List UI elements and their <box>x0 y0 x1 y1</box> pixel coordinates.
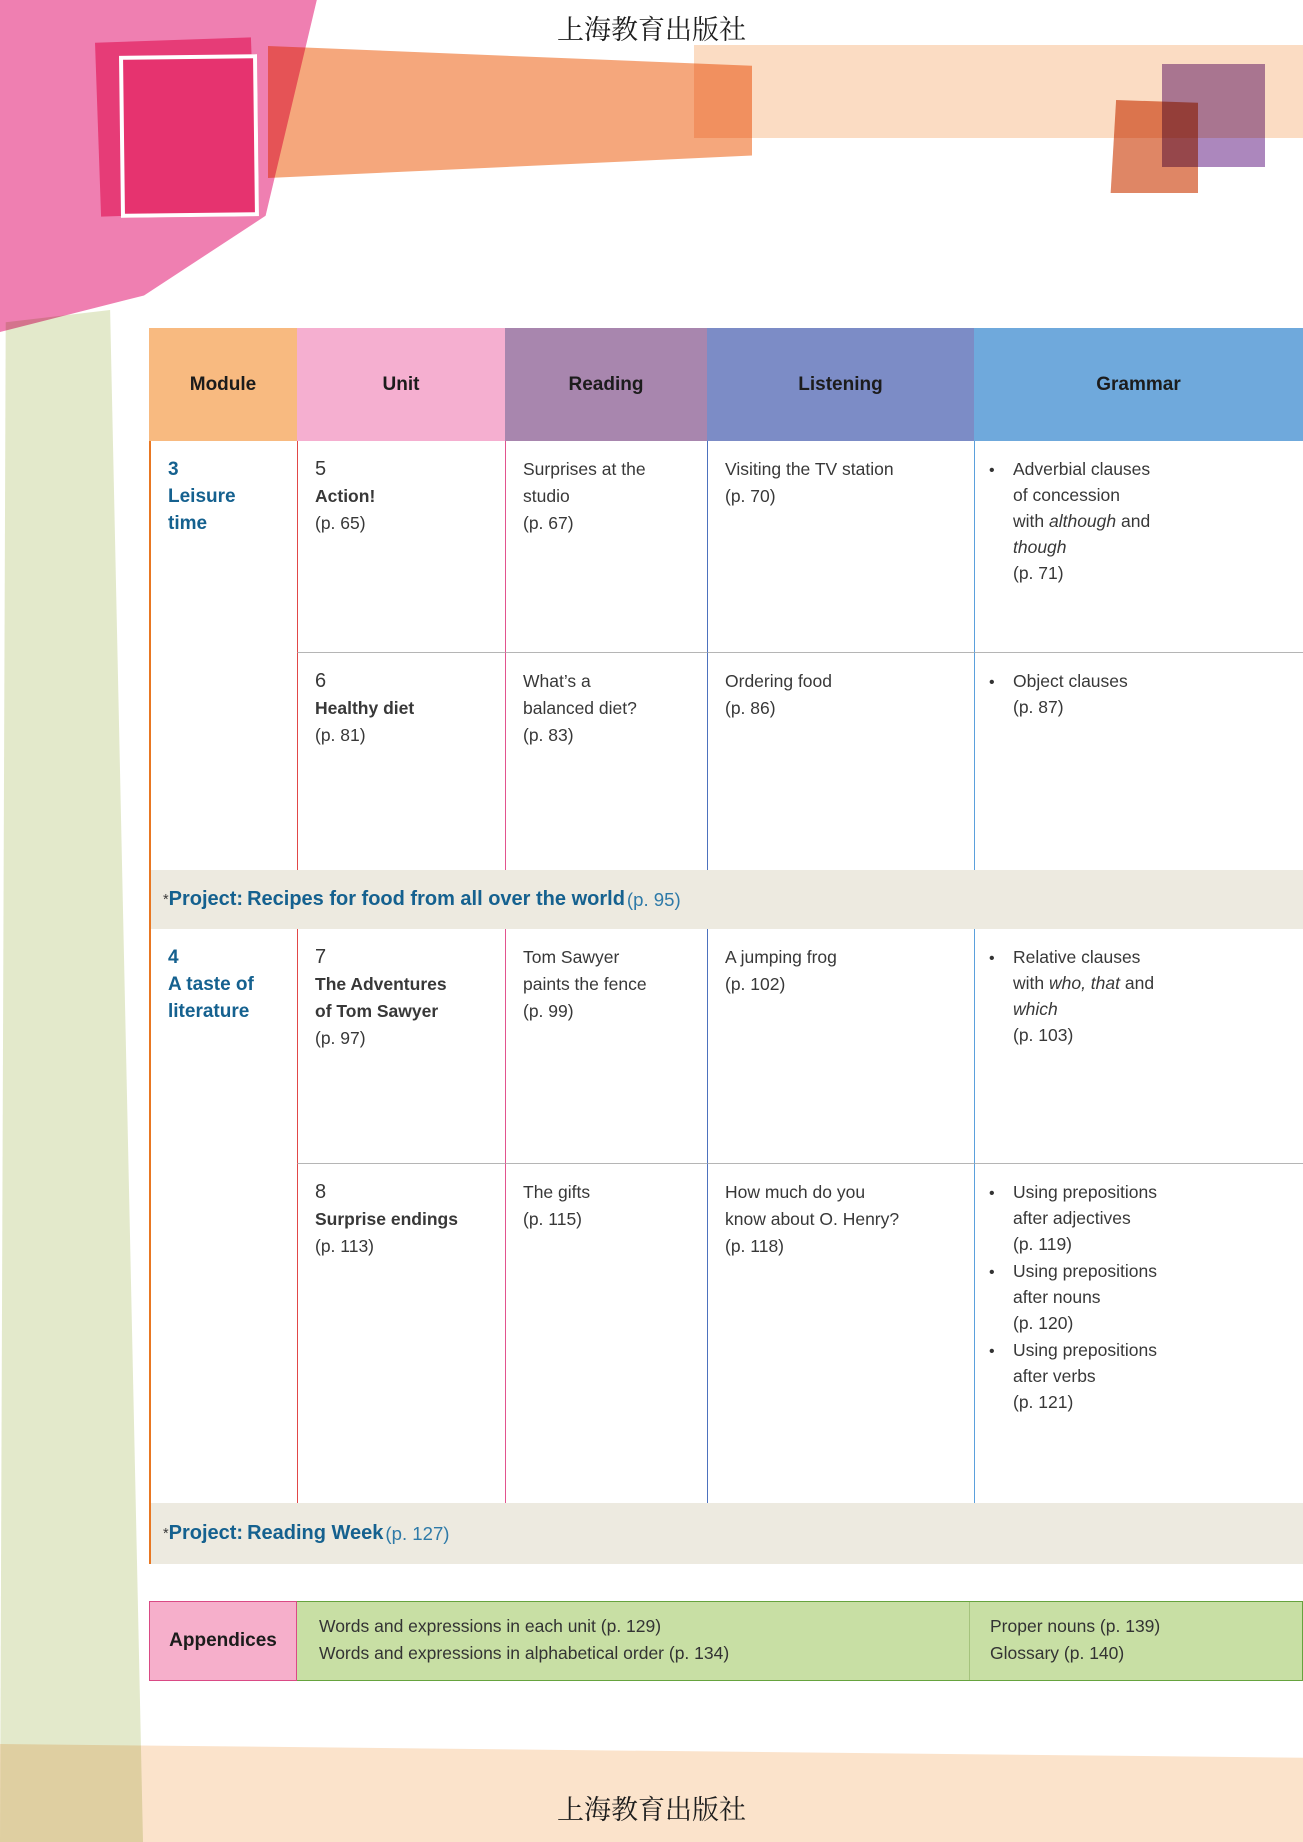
module-3-block <box>151 441 1303 870</box>
listening-cell: A jumping frog (p. 102) <box>707 929 974 1163</box>
unit-cell: 6 Healthy diet (p. 81) <box>297 652 505 870</box>
column-header-reading: Reading <box>505 328 707 441</box>
orange-trapezoid-shape <box>268 46 752 178</box>
grammar-item: • Using prepositions after verbs (p. 121) <box>989 1337 1293 1415</box>
project-band-2: * Project: Reading Week (p. 127) <box>151 1503 1303 1564</box>
unit-cell: 8 Surprise endings (p. 113) <box>297 1163 505 1503</box>
bullet-icon: • <box>989 1185 995 1202</box>
module-cell: 3 Leisure time <box>168 459 236 534</box>
grammar-item: • Using prepositions after nouns (p. 120) <box>989 1258 1293 1336</box>
grammar-cell <box>974 929 1303 1163</box>
column-header-unit: Unit <box>297 328 505 441</box>
publisher-title-bottom: 上海教育出版社 <box>557 1795 746 1826</box>
reading-cell: Surprises at the studio (p. 67) <box>505 441 707 652</box>
column-header-module: Module <box>149 328 297 441</box>
grammar-cell <box>974 652 1303 870</box>
project-band-1: * Project: Recipes for food from all over the world (p. 95) <box>151 870 1303 929</box>
column-header-grammar: Grammar <box>974 328 1303 441</box>
reading-cell: Tom Sawyer paints the fence (p. 99) <box>505 929 707 1163</box>
green-sidebar <box>0 310 143 1842</box>
module-4-block <box>151 929 1303 1503</box>
publisher-title-top: 上海教育出版社 <box>557 15 746 46</box>
module-cell: 4 A taste of literature <box>168 947 254 1022</box>
grammar-item: • Using prepositions after adjectives (p. 119) <box>989 1179 1293 1257</box>
appendices-row <box>149 1601 1303 1681</box>
contents-table <box>149 328 1303 1564</box>
appendices-content <box>297 1601 1303 1681</box>
listening-cell: How much do you know about O. Henry? (p. 118) <box>707 1163 974 1503</box>
listening-cell: Visiting the TV station (p. 70) <box>707 441 974 652</box>
table-body <box>149 441 1303 1564</box>
orange-right-shape <box>1107 100 1198 193</box>
magenta-framed-rect <box>119 54 259 218</box>
grammar-cell <box>974 1163 1303 1503</box>
listening-cell: Ordering food (p. 86) <box>707 652 974 870</box>
appendices-left-column: Words and expressions in each unit (p. 129) Words and expressions in alphabetical order (p. 134) <box>297 1602 970 1680</box>
unit-cell: 7 The Adventures of Tom Sawyer (p. 97) <box>297 929 505 1163</box>
bullet-icon: • <box>989 1264 995 1281</box>
grammar-item: • Relative clauses with who, that and which (p. 103) <box>989 944 1293 1048</box>
column-header-listening: Listening <box>707 328 974 441</box>
table-header-row <box>149 328 1303 441</box>
grammar-item: • Object clauses (p. 87) <box>989 668 1293 720</box>
bullet-icon: • <box>989 950 995 967</box>
bullet-icon: • <box>989 674 995 691</box>
appendices-label: Appendices <box>149 1601 297 1681</box>
grammar-item: • Adverbial clauses of concession with although and though (p. 71) <box>989 456 1293 586</box>
appendices-right-column: Proper nouns (p. 139) Glossary (p. 140) <box>990 1616 1161 1663</box>
grammar-cell <box>974 441 1303 652</box>
bullet-icon: • <box>989 462 995 479</box>
bullet-icon: • <box>989 1343 995 1360</box>
unit-cell: 5 Action! (p. 65) <box>297 441 505 652</box>
reading-cell: What’s a balanced diet? (p. 83) <box>505 652 707 870</box>
reading-cell: The gifts (p. 115) <box>505 1163 707 1503</box>
